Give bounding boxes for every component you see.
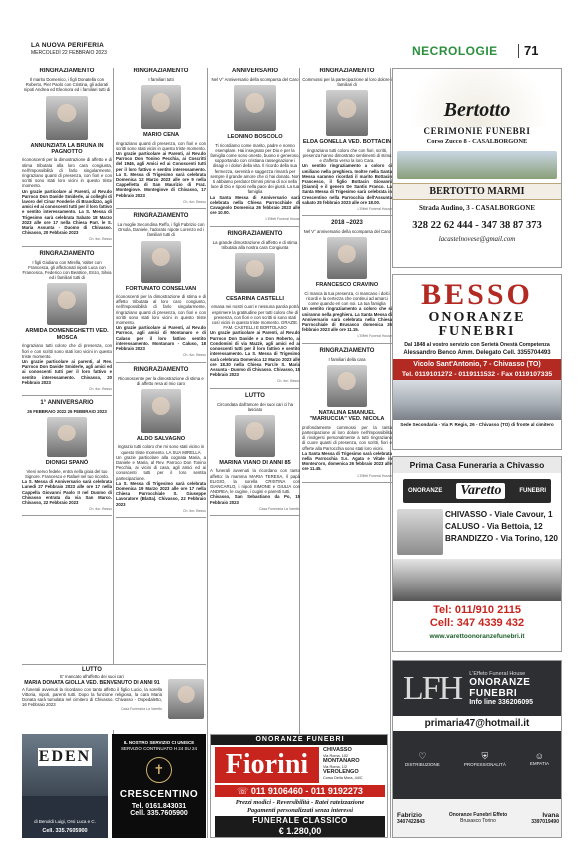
cresc-cell: Cell. 335.7605900 <box>130 810 188 817</box>
fiorini-town-montanaro: MONTANARO <box>323 758 360 765</box>
besso-since: Dal 1848 al vostro servizio con Serietà Onestà Competenza <box>404 342 550 348</box>
deceased-name: FORTUNATO CONSELVAN <box>125 285 197 292</box>
notice-mass-info: La S. Messa di Trigesimo sarà celebrata Domenica 19 Marzo 2023 alle ore 17 nella Chiesa Parrocchiale S. Giuseppe Lavoratore (Blatta). Chivasso, 22 Febbraio 2023 <box>116 480 206 507</box>
notice-text: ringraziano tutti coloro che di presenza, con fiori e con scritti sono stati loro vicini in questo triste momento. <box>22 343 112 359</box>
portrait-photo <box>141 241 181 283</box>
notice-mass-info: Un grazie particolare ai Parenti, al Rev.do Parroco Don Davide Smiderle, ai colleghi di lavoro del Cinar Fonderie di Brandizzo, agli amici ed ai conoscenti tutti per il loro fattivo e sentito interessamento. La S. Messa di Trigesimo sarà celebrata Sabato 18 Marzo 2023 alle ore 17 nella Chiesa Parr. le S. Maria Assunta - Duomo di Chivasso. Chivasso, 20 Febbraio 2023 <box>22 188 112 236</box>
notice-subtitle: I familiari tutti <box>148 77 174 82</box>
obituary-viano <box>210 393 300 516</box>
eden-owners: di Benoldi Luigi, Orsi Luca e C. <box>34 819 96 824</box>
fiorini-slogan-1: Prezzi modici - Reversibilità - Ratei rateizzazione <box>235 799 365 806</box>
notice-text: riconoscenti per la dimostrazione di affetto e di stima tributata alla loro cara congiunta, nell'impossibilità di farlo singolarmente, ringraziano quanti di presenza, con fiori e con scritti sono stati loro vicini in questo triste momento. <box>22 157 112 189</box>
funeral-home-signature: L'Effeti Funeral House <box>357 473 392 478</box>
cross-icon: ✝ <box>146 757 172 783</box>
deceased-name: MARIA DONATA GIOLLA VED. BENVENUTO DI ANNI 91 <box>24 680 160 687</box>
portrait-photo <box>47 417 87 457</box>
ad-crescentino <box>112 734 206 838</box>
cresc-emblem <box>112 757 206 783</box>
lfh-contact-center-town: Brusasco Torino <box>460 818 496 824</box>
bertotto-marmi-address: Strada Audino, 3 - CASALBORGONE <box>418 204 536 212</box>
ad-eden <box>22 734 108 838</box>
column-divider <box>207 68 208 838</box>
notice-title: RINGRAZIAMENTO <box>319 347 375 354</box>
besso-phones: Tel. 0119101272 - 0119111532 - Fax 0119107335 <box>393 370 561 380</box>
notice-title: RINGRAZIAMENTO <box>133 213 189 220</box>
varetto-hearse-photo <box>397 509 443 555</box>
phone-icon: ☏ <box>237 786 251 796</box>
notice-mass-info: Un grazie particolare ai parenti, al Rev. Parroco Don Davide Smiderle, agli amici ed ai conoscenti tutti per il loro fattivo e sentito interessamento. Chivasso, 20 Febbraio 2023 <box>22 358 112 385</box>
funeral-home-signature: L'Effeti Funeral House <box>357 334 392 339</box>
eden-cell: Cell. 335.7605900 <box>42 828 88 834</box>
cresc-tel: Tel. 0161.843031 <box>131 803 187 810</box>
obituary-emanuel <box>302 348 392 483</box>
lfh-contact-fabrizio-phone: 3407422843 <box>397 818 425 825</box>
notice-text: Il marito Domenico, i figli Donatella con Roberto, Pier Paolo con Cristina, gli adorati nipoti Andrea ed Eleonora ed i familiari tutti di <box>23 77 111 93</box>
portrait-photo <box>168 679 204 719</box>
notice-subtitle: Nel V° anniversario della scomparsa del Caro <box>303 229 391 235</box>
fiorini-logo: Fiorini <box>215 747 319 783</box>
besso-sub1: ONORANZE <box>428 310 526 325</box>
portrait-photo <box>327 365 367 407</box>
newspaper-brand: LA NUOVA PERIFERIA <box>31 42 105 49</box>
notice-title: RINGRAZIAMENTO <box>319 68 375 74</box>
issue-date: MERCOLEDÌ 22 FEBBRAIO 2023 <box>31 50 107 56</box>
varetto-address-chivasso: CHIVASSO - Viale Cavour, 1 <box>445 510 553 519</box>
deceased-name: DIONIGI SPANÒ <box>45 460 89 467</box>
notice-mass-info: La S. Messa di Anniversario sarà celebrata Lunedì 27 Febbraio 2023 alle ore 17 nella Cappella Giovanni Paolo II nel Duomo di Chivasso entrata da via San Marco. Chivasso, 22 Febbraio 2023 <box>22 479 112 505</box>
varetto-logo-right: FUNEBRI <box>519 488 546 494</box>
bertotto-phones: 328 22 62 444 - 347 38 87 373 <box>412 220 542 231</box>
deceased-name: LEONINO BOSCOLO <box>227 134 283 141</box>
fiorini-town-verolengo: VEROLENGO <box>323 769 359 776</box>
page-header <box>0 0 580 62</box>
notice-title: LUTTO <box>245 392 265 399</box>
cresc-service: SERVIZIO CONTINUATO H 24 SU 24 <box>120 746 198 751</box>
deceased-name: CESARINA CASTELLI <box>226 296 284 303</box>
besso-sub2: FUNEBRI <box>438 324 516 339</box>
varetto-cell: Cell: 347 4339 432 <box>429 617 525 629</box>
notice-text: ringraziano tutti coloro che con fiori, scritti, presenza hanno dimostrato sentimenti di stima e d'affetto verso la loro Cara. <box>302 147 392 164</box>
notice-text: La moglie Secondina Reffo, i figli Fabrizio con Orsola, Daniele, l'adorato nipote Lorenzo ed i familiari tutti di <box>117 222 205 238</box>
varetto-address-caluso: CALUSO - Via Bettoia, 12 <box>445 522 543 531</box>
funeral-home-signature: Ch. fun. Besso <box>183 199 206 204</box>
besso-building-photo <box>393 380 562 420</box>
notice-mass-info: Un grazie particolare ai Parenti, al Rev.do Parroco, agli amici di Montanaro e di Caluso per il loro fattivo sentito interessamento. Montanaro - Caluso, 18 Febbraio 2023 <box>116 325 206 352</box>
header-divider <box>518 44 519 58</box>
varetto-logo-left: ONORANZE <box>408 488 443 494</box>
cresc-name: CRESCENTINO <box>119 789 199 800</box>
lfh-feature-3: ☺ EMPATIA <box>529 751 549 766</box>
column-4 <box>302 68 392 730</box>
column-3 <box>210 68 300 730</box>
notice-dates: 26 FEBBRAIO 2022 26 FEBBRAIO 2023 <box>27 409 107 415</box>
lfh-infoline: Info line 336206095 <box>469 699 534 706</box>
notice-text: riconoscenti per la dimostrazione di stima e di affetto tributata al loro caro congiunto, nell'impossibilità di farlo singolarmente, ringraziano quanti di presenza, con fiori e con scritti sono stati loro vicini in questo triste momento. <box>116 294 206 326</box>
portrait-photo <box>234 85 276 131</box>
lfh-feature-2: ⛨ PROFESSIONALITÀ <box>463 751 506 767</box>
notice-title: 2018 –2023 <box>331 220 363 227</box>
bertotto-address: Corso Zucco 8 - CASALBORGONE <box>426 138 528 145</box>
varetto-logo-name: Varetto <box>456 483 505 499</box>
notice-text: A funerali avvenuti la ricordano con tanto affetto il figlio Lucio, la sorella Vittoria, nipoti, parenti tutti. Dopo la funzione religiosa, la cara Maria Donata sarà tumulata nel cimitero di Chivasso. Chivasso - Ospedaletto, 16 Febbraio 2023 <box>22 687 162 708</box>
page-number: 71 <box>524 43 539 58</box>
cresc-slogan: IL NOSTRO SERVIZIO CI UNISCE <box>123 740 195 745</box>
deceased-name: MARIO CENA <box>142 132 180 139</box>
obituary-salvagno <box>116 367 206 518</box>
heart-icon: ♡ <box>418 751 427 761</box>
lfh-contact-center: Onoranze Funebri Effeto <box>448 812 508 818</box>
people-icon: ☺ <box>534 751 544 761</box>
deceased-name: ALDO SALVAGNO <box>136 435 186 442</box>
obituary-giolla <box>22 664 206 730</box>
varetto-address-brandizzo: BRANDIZZO - Via Torino, 120 <box>445 534 558 543</box>
fiorini-banner: FUNERALE CLASSICO <box>252 816 348 825</box>
notice-title: 1° ANNIVERSARIO <box>40 400 94 407</box>
lfh-contact-fabrizio: Fabrizio <box>397 811 422 819</box>
obituary-domeneghetti <box>22 251 112 396</box>
deceased-name: ELDA GONELLA VED. BOTTACIN <box>302 139 392 146</box>
besso-logo: BESSO <box>421 278 533 311</box>
ad-effeto-funeral-house <box>392 660 562 838</box>
notice-text: A funerali avvenuti la ricordano con tanto affetto: la mamma MARIA TERESA, il papà ELIGIO, la sorella CRISTINA con GIANCARLO, i nipoti SIMONE e GIULIA con ANDREA, le cugine, i cugini e parenti tutti. <box>210 468 300 495</box>
ad-varetto <box>392 456 562 652</box>
bertotto-marmi: BERTOTTO MARMI <box>393 183 561 200</box>
fiorini-addr-montanaro: Via Roma, 1/2 <box>323 764 347 769</box>
marble-photo <box>397 151 557 179</box>
varetto-car-photo <box>393 559 562 601</box>
ad-fiorini <box>210 734 388 838</box>
notice-text: Ci manca la tua presenza, ci mancano i dolci ricordi e la certezza che continui ad amarci come quando eri con noi. La tua famiglia <box>304 290 390 307</box>
deceased-name: MARINA VIANO DI ANNI 85 <box>219 459 291 466</box>
besso-admin: Alessandro Benco Amm. Delegato Cell. 3355704493 <box>403 350 551 356</box>
obituary-cena <box>116 68 206 209</box>
notice-subtitle: I familiari della cara <box>328 356 366 362</box>
funeral-home-signature: Ch. fun. Besso <box>183 353 206 358</box>
obituary-la-bruna <box>22 68 112 247</box>
eden-logo: EDEN <box>38 748 92 765</box>
deceased-name: FRANCESCO CRAVINO <box>315 282 379 289</box>
portrait-photo <box>141 85 181 129</box>
notice-mass-info: Un sentito ringraziamento a coloro che si uniranno nella preghiera. La Santa Messa di Anniversario sarà celebrata nella Chiesa Parrocchiale di Brusasco domenica 26 febbraio 2023 alle ore 11.15. <box>302 306 392 333</box>
ad-bertotto <box>392 68 562 268</box>
bertotto-email: lacastelnovese@gmail.com <box>438 235 516 243</box>
lfh-feature-1: ♡ DISTRIBUZIONE <box>405 751 440 767</box>
ad-besso <box>392 274 562 450</box>
funeral-home-signature: Ch. fun. Besso <box>89 237 112 242</box>
lfh-name: L'Effeto Funeral House <box>469 671 526 677</box>
obituary-cravino <box>302 220 392 343</box>
besso-address: Vicolo Sant'Antonio, 7 - Chivasso (TO) <box>393 359 561 370</box>
lfh-onoranze: ONORANZE FUNEBRI <box>469 677 531 699</box>
besso-secondary-office: Sede Secondaria - Via P. Regis, 26 - Chivasso (TO) di fronte al cimitero <box>400 422 554 427</box>
obituary-conselvan <box>116 213 206 362</box>
shield-icon: ⛨ <box>481 751 489 761</box>
notice-mass-info: Un grazie particolare ai Parenti, al Rev.do Parroco Don Davide e a Don Roberto, ai Condomini di via Mazzè, agli amici ed ai conoscenti tutti per il loro fattivo e sentito interessamento. La S. Messa di Trigesimo sarà celebrata Domenica 12 Marzo 2023 alle ore 18.30 nella Chiesa Parr.le S. Maria Assunta - Duomo di Chivasso. Chivasso, 15 Febbraio 2023 <box>210 330 300 378</box>
notice-mass-info: Un grazie particolare ai Parenti, al Rev.do Parroco Don Tonino Pecchia, ai Coscritti del 1946, agli Amici ed ai Conoscenti tutti per il loro fattivo e sentito interessamento. La S. Messa di Trigesimo sarà celebrata Domenica 12 Marzo 2023 alle ore 9 nella Cappelletta di San Maurizio di Fraz. Montegiove. Montegiove di Chivasso, 17 Febbraio 2023 <box>116 151 206 198</box>
notice-text: Ingrazio tutti coloro che mi sono stati vicino in questo triste momento. LA SUA MIRELLA <box>117 444 205 455</box>
fiorini-addr-chivasso: Via Roma, 102 <box>323 753 349 758</box>
portrait-photo <box>47 283 87 325</box>
funeral-home-signature: Ch. fun. Besso <box>183 508 206 513</box>
fiorini-price: € 1.280,00 <box>278 826 322 836</box>
notice-text: ringraziano quanti di presenza, con fiori e con scritti sono stati vicini in questo triste momento. <box>116 140 206 151</box>
portrait-photo <box>46 96 88 140</box>
fiorini-top: ONORANZE FUNEBRI <box>211 735 388 745</box>
notice-mass-info: La Santa Messa di Anniversario sarà celebrata nella Chiesa Parrocchiale di Cavagnolo Domenica 26 febbraio 2023 alle ore 10.00. <box>210 194 300 216</box>
fiorini-town-chivasso: CHIVASSO <box>323 747 352 753</box>
notice-title: RINGRAZIAMENTO <box>133 366 189 373</box>
lfh-contact-ivana-phone: 3397019490 <box>531 818 559 825</box>
notice-subtitle: Commossi per la partecipazione al loro dolore i familiari di <box>302 77 392 88</box>
obituary-boscolo <box>210 68 300 227</box>
fiorini-phones: ☏ 011 9106460 - 011 9192273 <box>215 785 385 797</box>
deceased-name: NATALINA EMANUEL "MARIUCCIA" VED. NICOLA <box>309 409 385 423</box>
varetto-logo <box>403 479 551 503</box>
varetto-tel: Tel: 011/910 2115 <box>433 604 521 616</box>
obituary-castelli <box>210 231 300 389</box>
lfh-monogram: LFH <box>403 669 462 707</box>
funeral-home-signature: Casa Funeraria La Varetto <box>259 506 300 511</box>
notice-title: RINGRAZIAMENTO <box>227 230 283 237</box>
notice-text: Riconoscente per la dimostrazione di stima e di affetto resa al mio caro <box>118 375 204 386</box>
funeral-home-signature: L'Effeti Funeral House <box>357 207 392 212</box>
varetto-title: Prima Casa Funeraria a Chivasso <box>393 457 561 473</box>
bertotto-logo: Bertotto <box>443 99 511 121</box>
notice-subtitle: Circondata dall'amore dei suoi cari ci ha lasciato <box>216 401 294 412</box>
lfh-email: primaria47@hotmail.it <box>393 716 561 731</box>
notice-text: Vieni servo fedele, entra nella gioia del tuo Signore. Francesco e Rafael nel tuo ricordo. <box>24 468 110 479</box>
notice-title: RINGRAZIAMENTO <box>39 250 95 257</box>
notice-title: RINGRAZIAMENTO <box>39 68 95 74</box>
portrait-photo <box>235 253 275 293</box>
varetto-website: www.varettoonoranzefunebri.it <box>429 633 525 640</box>
portrait-photo <box>327 237 367 279</box>
obituary-gonella <box>302 68 392 216</box>
deceased-name: ARMIDA DOMENEGHETTI VED. MOSCA <box>25 328 109 341</box>
notice-mass-info: Un sentito ringraziamento a coloro ci umiliano nella preghiera. Inoltre nella Santa Messa saranno ricordati il marito Bottacin Francesco, il figlio Bottacin Giovanni (Gianni) e il genero De Santis Franco. La Santa Messa di Trigesimo sarà celebrata in Crescentino nella Parrocchia dell'Assunta sabato 25 febbraio 2023 alle ore 18.00. <box>302 163 392 205</box>
notice-mass-info: La Santa Messa di Trigesimo sarà celebrata nella Parrocchia S.s. Agata e Vitale in Monteu'oro, domenica 26 febbraio 2023 alle ore 11.45. <box>302 450 392 472</box>
notice-text: emana nei nostri cuori e nessuna parola potrà esprimere la gratitudine per tutti coloro che di presenza, con fiori e con scritti si sono stati così vicini in questo triste momento. GRAZIE. FAM. CASTELLI E BORTOLASO <box>211 304 299 331</box>
fiorini-addr-verolengo: Corso Della Mora, 44/C <box>323 775 363 780</box>
deceased-name: ANNUNZIATA LA BRUNA IN PAGNOTTO <box>30 142 104 156</box>
notice-text: profondamente commossi per la tanta partecipazione al loro dolore nell'impossibilità di rivolgersi personalmente a tutti ringraziano di cuore quanti di presenza, con scritti, fiori e offerte alla Parrocchia sono stati loro vicini. <box>302 424 392 451</box>
funeral-home-signature: L'Effeti Funeral House <box>265 217 300 222</box>
section-title: NECROLOGIE <box>412 44 498 58</box>
funeral-home-signature: Ch. fun. Besso <box>89 507 112 512</box>
notice-title: ANNIVERSARIO <box>231 68 278 74</box>
notice-text: La grande dimostrazione di affetto e di stima tributata alla nostra cara Congiunta <box>212 239 298 250</box>
funeral-home-signature: Ch. fun. Besso <box>277 379 300 384</box>
notice-subtitle: Nel V° Anniversario della scomparsa del Caro <box>211 77 299 82</box>
bertotto-tagline: CERIMONIE FUNEBRI <box>423 126 531 136</box>
portrait-photo <box>235 415 275 457</box>
obituary-spano <box>22 400 112 516</box>
notice-mass-info: Chivasso, San Sebastiano da Po, 15 Febbraio 2023 <box>210 494 300 505</box>
notice-title: RINGRAZIAMENTO <box>133 68 189 74</box>
notice-text: Ti ricordiamo come marito, padre e nonno esemplare. Hai insegnato per Dio e per la famiglia come sono onesto, buono e generoso, sopportando con cristiana rassegnazione i disagi e i dolori della vita. Il ricordo della sua fermezza, serenità e saggezza rimarrà per sempre il grande amore che ci hai donato. Non ti abbiamo perduto! Dimmi prima di noi nella luce di Dio e riposi nella pace dei giusti. La tua famiglia <box>210 142 300 195</box>
portrait-photo <box>141 389 181 433</box>
funeral-home-signature: Casa Funeraria La Varetto <box>121 707 162 712</box>
notice-title: LUTTO <box>82 667 102 673</box>
funeral-home-signature: Ch. fun. Besso <box>89 386 112 391</box>
portrait-photo <box>326 90 368 136</box>
notice-text: Un grazie particolare alla cognata Maria, a Daniele e Maria, al Rev. Parroco Don Tonino Pecchia, ai vicini di casa, agli amici ed ai conoscenti tutti per il loro sentita partecipazione. <box>116 454 206 481</box>
lfh-contact-ivana: Ivana <box>542 811 559 819</box>
notice-subtitle: E' mancato all'affetto dei suoi cari <box>60 674 124 679</box>
notice-text: I figli Giuliano con Mirella, Valter con Francesca, gli affezionati nipoti Luca con Francesca, Federico con Beatrice, Enzo, Silvia ed i familiari tutti di <box>22 259 112 281</box>
fiorini-slogan-2: Pagamenti personalizzati senza interessi <box>247 807 353 814</box>
